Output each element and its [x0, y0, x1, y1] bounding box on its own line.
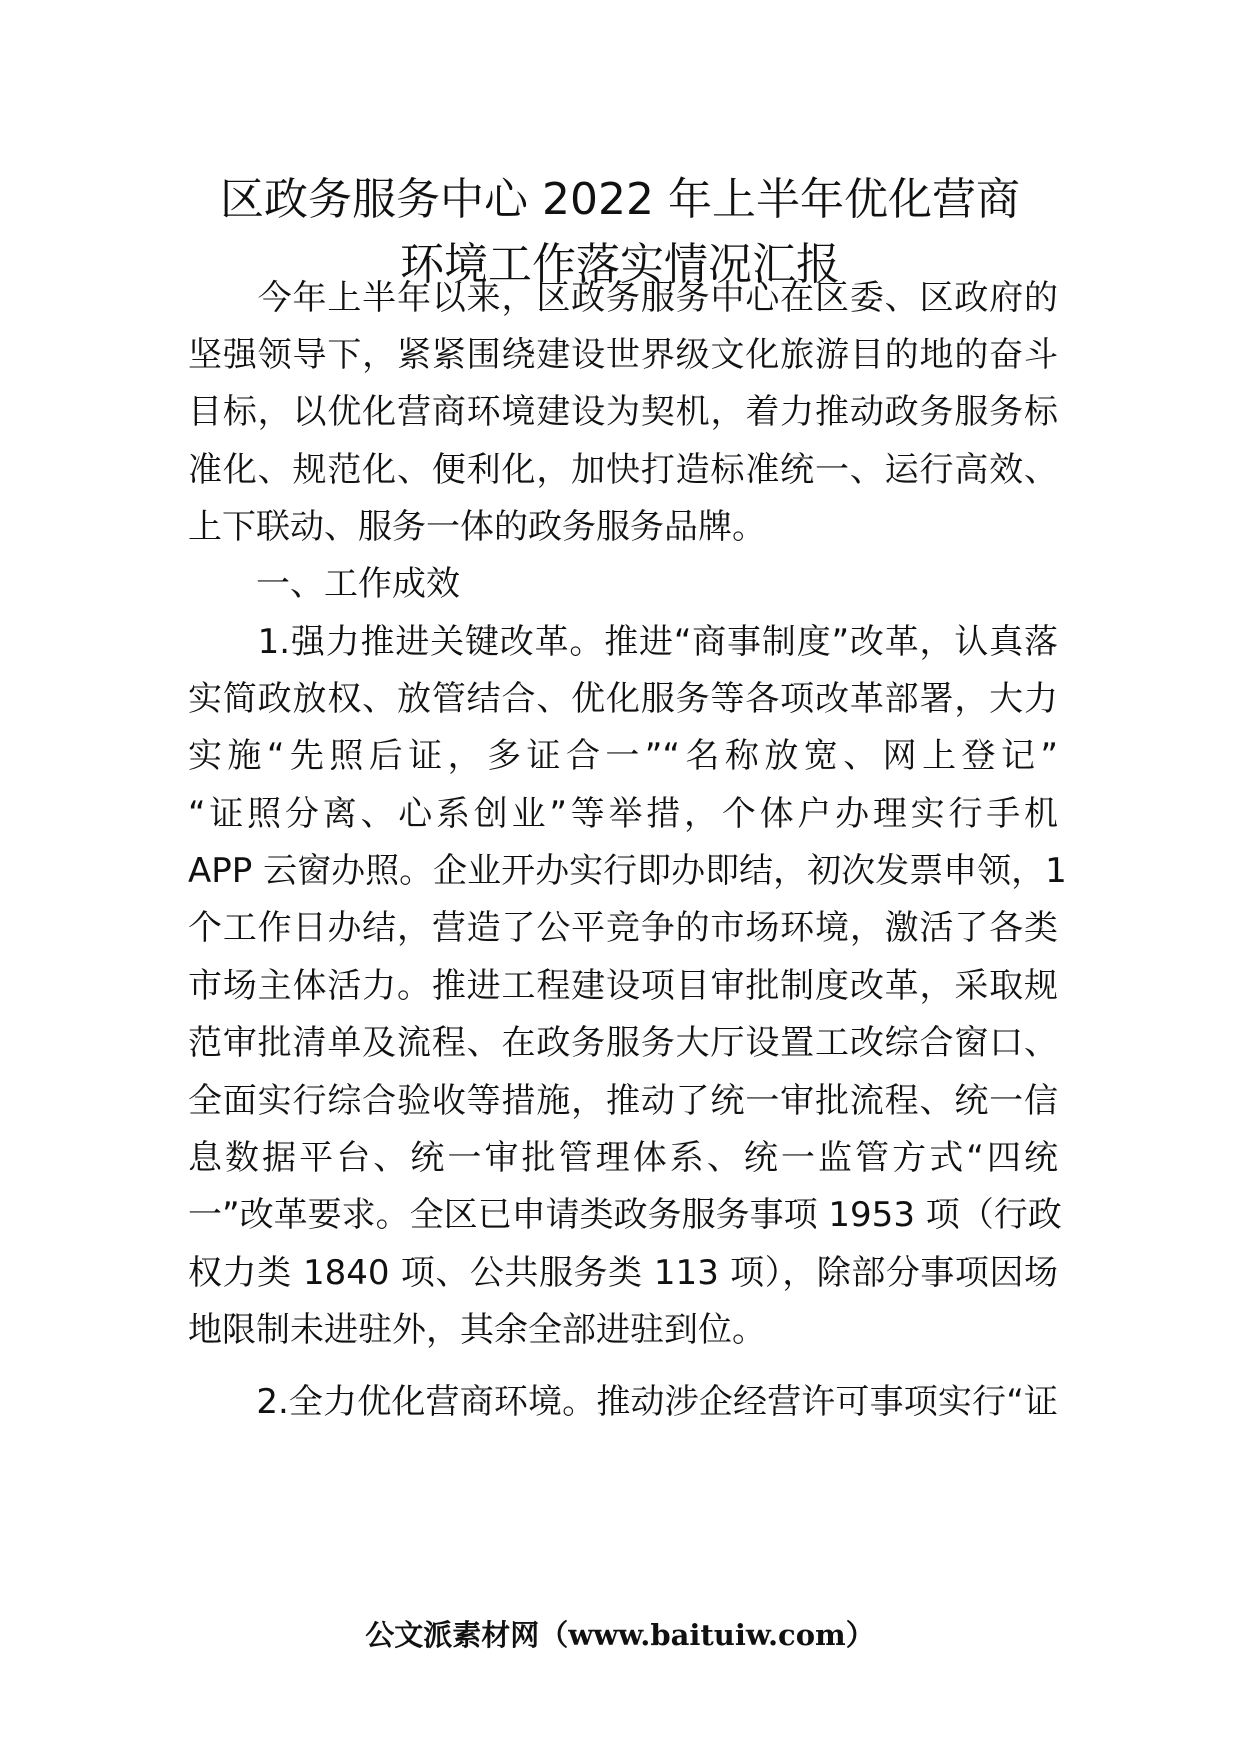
body-line: 权力类 1840 项、公共服务类 113 项），除部分事项因场	[188, 1253, 1058, 1293]
document-title-line-2: 环境工作落实情况汇报	[400, 239, 840, 290]
body-line: 上下联动、服务一体的政务服务品牌。	[188, 507, 766, 547]
body-line: 实简政放权、放管结合、优化服务等各项改革部署，大力	[188, 679, 1058, 719]
document-title-line-1: 区政务服务中心 2022 年上半年优化营商	[220, 174, 1020, 225]
body-line: “证照分离、心系创业”等举措，个体户办理实行手机	[188, 794, 1058, 834]
body-line: 全面实行综合验收等措施，推动了统一审批流程、统一信	[188, 1081, 1058, 1121]
section-heading: 一、工作成效	[188, 564, 460, 604]
body-line: 目标，以优化营商环境建设为契机，着力推动政务服务标	[188, 392, 1058, 432]
body-line: 坚强领导下，紧紧围绕建设世界级文化旅游目的地的奋斗	[188, 335, 1058, 375]
body-line: 个工作日办结，营造了公平竞争的市场环境，激活了各类	[188, 908, 1058, 948]
body-line: 范审批清单及流程、在政务服务大厅设置工改综合窗口、	[188, 1023, 1058, 1063]
body-line: 地限制未进驻外，其余全部进驻到位。	[188, 1310, 766, 1350]
body-line: 息数据平台、统一审批管理体系、统一监管方式“四统	[188, 1138, 1058, 1178]
footer-watermark: 公文派素材网（www.baituiw.com）	[365, 1618, 875, 1652]
body-line: 2.全力优化营商环境。推动涉企经营许可事项实行“证	[188, 1382, 1058, 1422]
body-line: 市场主体活力。推进工程建设项目审批制度改革，采取规	[188, 966, 1058, 1006]
body-line: APP 云窗办照。企业开办实行即办即结，初次发票申领，1	[188, 851, 1067, 891]
body-line: 一”改革要求。全区已申请类政务服务事项 1953 项（行政	[188, 1195, 1062, 1235]
body-line: 1.强力推进关键改革。推进“商事制度”改革，认真落	[188, 622, 1058, 662]
body-line: 今年上半年以来，区政务服务中心在区委、区政府的	[188, 278, 1058, 318]
body-line: 实施“先照后证，多证合一”“名称放宽、网上登记”	[188, 736, 1058, 776]
body-line: 准化、规范化、便利化，加快打造标准统一、运行高效、	[188, 450, 1058, 490]
